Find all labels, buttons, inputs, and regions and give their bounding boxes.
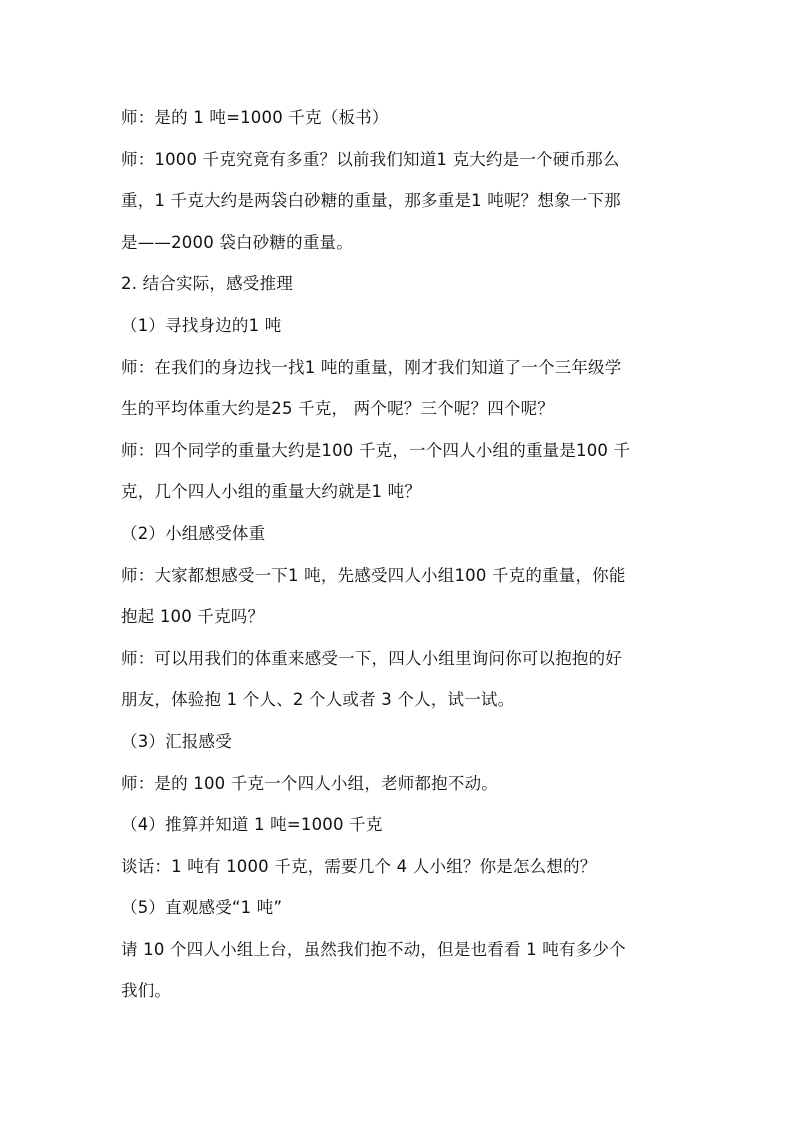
subheading-4: （4）推算并知道 1 吨=1000 千克 <box>121 815 383 835</box>
line-report: 师：是的 100 千克一个四人小组，老师都抱不动。 <box>121 773 498 793</box>
line-find-ton-1: 师：在我们的身边找一找1 吨的重量，刚才我们知道了一个三年级学 <box>121 357 622 377</box>
subheading-3: （3）汇报感受 <box>121 731 232 751</box>
line-feel-weight-2: 抱起 100 千克吗？ <box>121 607 265 627</box>
line-body-weight-1: 师：可以用我们的体重来感受一下，四人小组里询问你可以抱抱的好 <box>121 648 622 668</box>
line-teacher-confirm: 师：是的 1 吨=1000 千克（板书） <box>121 108 389 127</box>
line-find-ton-2: 生的平均体重大约是25 千克， 两个呢？三个呢？四个呢？ <box>121 399 555 419</box>
subheading-5: （5）直观感受“1 吨” <box>121 898 283 918</box>
line-teacher-question-3: 是——2000 袋白砂糖的重量。 <box>121 232 353 252</box>
subheading-2: （2）小组感受体重 <box>121 523 266 543</box>
line-four-students-2: 克，几个四人小组的重量大约就是1 吨？ <box>121 482 422 502</box>
line-talk: 谈话：1 吨有 1000 千克，需要几个 4 人小组？你是怎么想的？ <box>121 856 597 876</box>
line-teacher-question-2: 重，1 千克大约是两袋白砂糖的重量，那多重是1 吨呢？想象一下那 <box>121 191 621 211</box>
line-feel-weight-1: 师：大家都想感受一下1 吨，先感受四人小组100 千克的重量，你能 <box>121 565 626 585</box>
line-teacher-question-1: 师：1000 千克究竟有多重？以前我们知道1 克大约是一个硬币那么 <box>121 149 620 169</box>
section-heading-2: 2. 结合实际，感受推理 <box>121 274 293 294</box>
line-four-students-1: 师：四个同学的重量大约是100 千克，一个四人小组的重量是100 千 <box>121 440 631 460</box>
line-invite-1: 请 10 个四人小组上台，虽然我们抱不动，但是也看看 1 吨有多少个 <box>121 939 626 959</box>
line-invite-2: 我们。 <box>121 981 172 1001</box>
line-body-weight-2: 朋友，体验抱 1 个人、2 个人或者 3 个人，试一试。 <box>121 690 515 710</box>
subheading-1: （1）寻找身边的1 吨 <box>121 315 282 335</box>
